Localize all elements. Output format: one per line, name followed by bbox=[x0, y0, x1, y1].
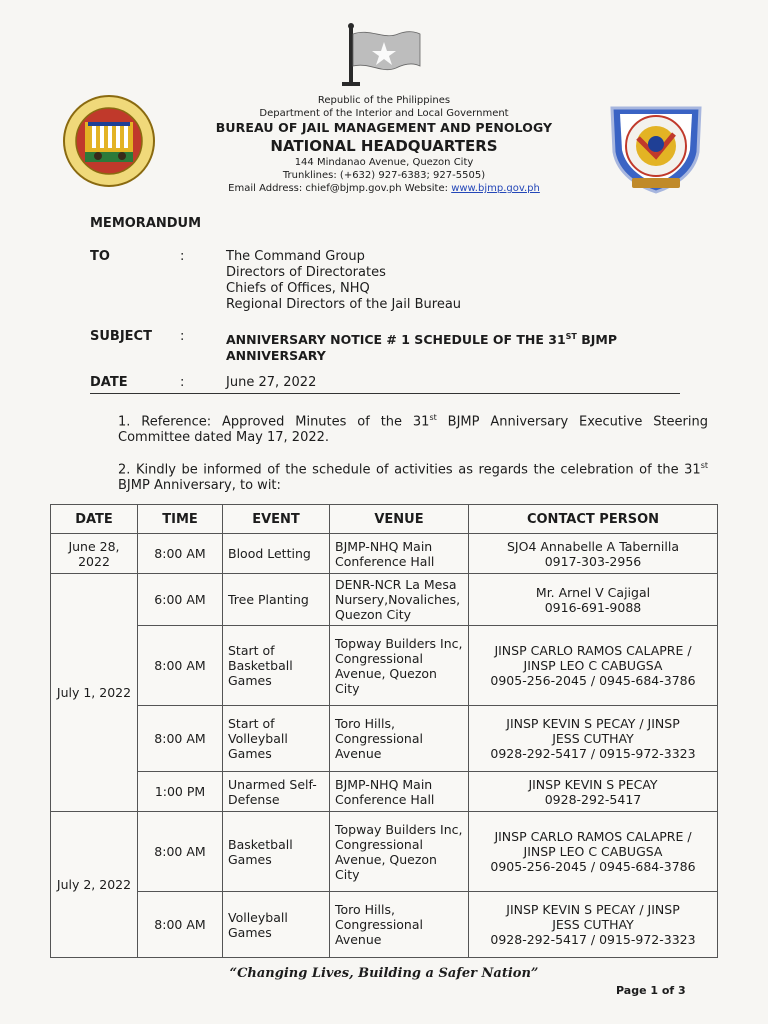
recipient-line: Directors of Directorates bbox=[226, 265, 386, 280]
cell-time: 8:00 AM bbox=[138, 812, 223, 892]
header-time: TIME bbox=[138, 505, 223, 534]
motto: “Changing Lives, Building a Safer Nation” bbox=[229, 966, 539, 981]
cell-date: June 28, 2022 bbox=[51, 534, 138, 574]
date-label: DATE bbox=[90, 375, 128, 390]
contact-line: JINSP LEO C CABUGSA bbox=[523, 658, 663, 673]
header-contact: CONTACT PERSON bbox=[469, 505, 718, 534]
cell-contact bbox=[469, 706, 718, 772]
cell-time: 8:00 AM bbox=[138, 892, 223, 958]
website-link[interactable]: www.bjmp.gov.ph bbox=[451, 183, 540, 194]
cell-event: Start of Basketball Games bbox=[223, 626, 330, 706]
to-colon: : bbox=[180, 249, 185, 264]
contact-line: 0905-256-2045 / 0945-684-3786 bbox=[490, 673, 696, 688]
subject-colon: : bbox=[180, 329, 185, 344]
trunklines-line: Trunklines: (+632) 927-6383; 927-5505) bbox=[282, 170, 486, 181]
cell-contact bbox=[469, 892, 718, 958]
subject-label: SUBJECT bbox=[90, 329, 152, 344]
cell-event: Start of Volleyball Games bbox=[223, 706, 330, 772]
contact-line: JINSP KEVIN S PECAY bbox=[528, 776, 658, 792]
schedule-body bbox=[51, 534, 718, 958]
cell-event: Tree Planting bbox=[223, 574, 330, 626]
table-row bbox=[51, 534, 718, 574]
contact-line: JINSP CARLO RAMOS CALAPRE / bbox=[494, 829, 692, 844]
bureau-name: BUREAU OF JAIL MANAGEMENT AND PENOLOGY bbox=[215, 120, 553, 135]
letterhead bbox=[160, 94, 608, 195]
table-row bbox=[51, 574, 718, 626]
table-row bbox=[51, 772, 718, 812]
contact-line: JINSP CARLO RAMOS CALAPRE / bbox=[494, 643, 692, 658]
flag-emblem bbox=[340, 22, 424, 88]
contact-line: 0905-256-2045 / 0945-684-3786 bbox=[490, 859, 696, 874]
contact-line: 0928-292-5417 bbox=[544, 791, 642, 807]
cell-contact bbox=[469, 812, 718, 892]
cell-event: Unarmed Self-Defense bbox=[223, 772, 330, 812]
republic-line: Republic of the Philippines bbox=[317, 95, 451, 106]
contact-line: SJO4 Annabelle A Tabernilla bbox=[507, 538, 679, 554]
paragraph-schedule-intro: 2. Kindly be informed of the schedule of activities as regards the celebration of the 31st BJMP Anniversary, to wit: bbox=[118, 461, 708, 494]
to-label: TO bbox=[90, 249, 110, 264]
to-recipients bbox=[226, 249, 461, 313]
header-event: EVENT bbox=[223, 505, 330, 534]
cell-contact bbox=[469, 626, 718, 706]
cell-venue: DENR-NCR La Mesa Nursery,Novaliches, Quezon City bbox=[330, 574, 469, 626]
paragraph-reference: 1. Reference: Approved Minutes of the 31st BJMP Anniversary Executive Steering Committee dated May 17, 2022. bbox=[118, 413, 708, 446]
recipient-line: The Command Group bbox=[226, 249, 365, 264]
table-row bbox=[51, 892, 718, 958]
cell-venue: BJMP-NHQ Main Conference Hall bbox=[330, 772, 469, 812]
contact-line bbox=[160, 182, 608, 195]
cell-time: 8:00 AM bbox=[138, 626, 223, 706]
contact-line: JESS CUTHAY bbox=[552, 917, 634, 932]
cell-date: July 2, 2022 bbox=[51, 812, 138, 958]
page-number: Page 1 of 3 bbox=[616, 984, 686, 997]
cell-time: 1:00 PM bbox=[138, 772, 223, 812]
cell-venue: Topway Builders Inc, Congressional Avenue, Quezon City bbox=[330, 812, 469, 892]
table-row bbox=[51, 706, 718, 772]
cell-venue: Toro Hills, Congressional Avenue bbox=[330, 706, 469, 772]
contact-line: 0928-292-5417 / 0915-972-3323 bbox=[490, 932, 696, 947]
table-header-row bbox=[51, 505, 718, 534]
nhq-shield-logo bbox=[604, 98, 708, 194]
memo-title: MEMORANDUM bbox=[90, 216, 202, 231]
header-venue: VENUE bbox=[330, 505, 469, 534]
date-value: June 27, 2022 bbox=[226, 375, 317, 390]
cell-venue: Topway Builders Inc, Congressional Avenue, Quezon City bbox=[330, 626, 469, 706]
address-line: 144 Mindanao Avenue, Quezon City bbox=[294, 157, 474, 168]
table-row bbox=[51, 812, 718, 892]
cell-time: 8:00 AM bbox=[138, 534, 223, 574]
cell-venue: Toro Hills, Congressional Avenue bbox=[330, 892, 469, 958]
subject-text: ANNIVERSARY NOTICE # 1 SCHEDULE OF THE 31ST BJMP ANNIVERSARY bbox=[226, 332, 618, 364]
contact-line: JESS CUTHAY bbox=[552, 731, 634, 746]
contact-line: 0916-691-9088 bbox=[544, 599, 642, 615]
cell-event: Blood Letting bbox=[223, 534, 330, 574]
date-underline bbox=[90, 393, 680, 394]
cell-contact bbox=[469, 574, 718, 626]
contact-line: JINSP KEVIN S PECAY / JINSP bbox=[506, 902, 680, 917]
department-line: Department of the Interior and Local Government bbox=[259, 108, 509, 119]
recipient-line: Regional Directors of the Jail Bureau bbox=[226, 297, 462, 312]
contact-line: JINSP KEVIN S PECAY / JINSP bbox=[506, 716, 680, 731]
email-text: Email Address: chief@bjmp.gov.ph Website: bbox=[228, 183, 452, 194]
date-colon: : bbox=[180, 375, 185, 390]
cell-contact bbox=[469, 534, 718, 574]
office-name: NATIONAL HEADQUARTERS bbox=[270, 137, 498, 155]
contact-line: Mr. Arnel V Cajigal bbox=[535, 584, 651, 600]
cell-time: 6:00 AM bbox=[138, 574, 223, 626]
contact-line: 0917-303-2956 bbox=[544, 553, 642, 569]
recipient-line: Chiefs of Offices, NHQ bbox=[226, 281, 370, 296]
cell-event: Basketball Games bbox=[223, 812, 330, 892]
cell-event: Volleyball Games bbox=[223, 892, 330, 958]
table-row bbox=[51, 626, 718, 706]
cell-venue: BJMP-NHQ Main Conference Hall bbox=[330, 534, 469, 574]
schedule-table bbox=[50, 504, 718, 958]
contact-line: JINSP LEO C CABUGSA bbox=[523, 844, 663, 859]
bjmp-seal-logo bbox=[52, 94, 166, 188]
cell-time: 8:00 AM bbox=[138, 706, 223, 772]
header-date: DATE bbox=[51, 505, 138, 534]
cell-date: July 1, 2022 bbox=[51, 574, 138, 812]
contact-line: 0928-292-5417 / 0915-972-3323 bbox=[490, 746, 696, 761]
cell-contact bbox=[469, 772, 718, 812]
